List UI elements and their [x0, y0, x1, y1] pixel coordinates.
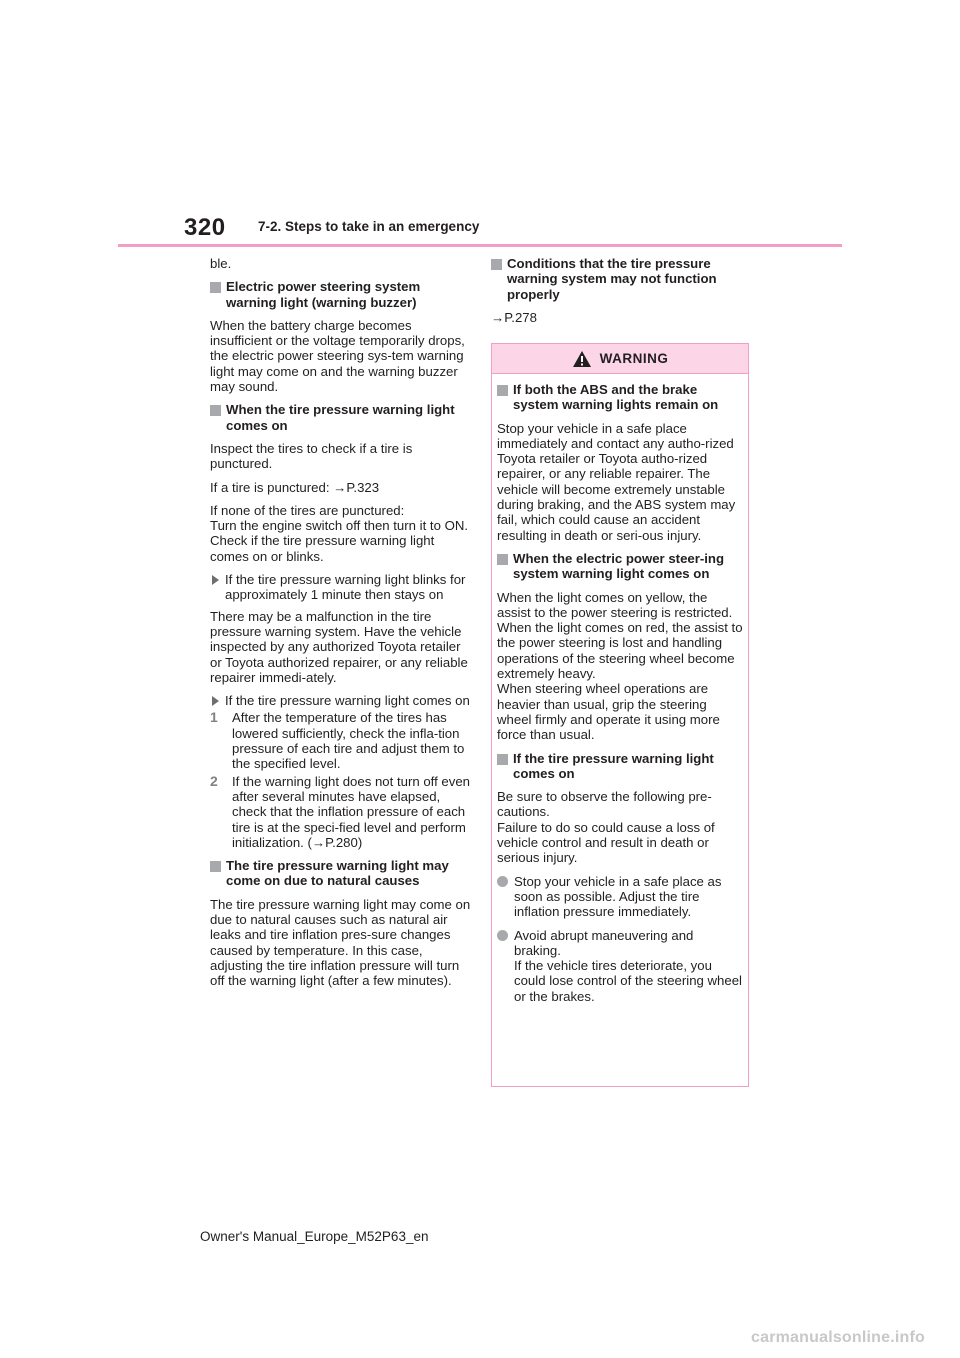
tpws-heading: When the tire pressure warning light comes on — [210, 402, 472, 433]
natural-heading: The tire pressure warning light may come on due to natural causes — [210, 858, 472, 889]
right-column — [491, 256, 753, 333]
step-number: 2 — [210, 772, 218, 789]
page-number: 320 — [184, 214, 226, 241]
step-number: 1 — [210, 709, 218, 726]
warning-tpws-heading: If the tire pressure warning light comes on — [497, 751, 743, 782]
warning-triangle-icon — [572, 350, 592, 368]
warning-box — [491, 343, 749, 1087]
watermark[interactable]: carmanualsonline.info — [751, 1329, 926, 1346]
arrow-right-icon — [212, 575, 219, 585]
warning-body — [492, 374, 748, 1004]
conditions-ref[interactable]: →P.278 — [491, 309, 537, 325]
warning-eps-text: When the light comes on yellow, the assist to the power steering is restricted. When the light comes on red, the assist to the power steering is lost and handling operations of the steering wheel become extremely heavy. When steering wheel operations are heavier than usual, grip the steering wheel firmly and operate it using more force than usual. — [497, 589, 743, 743]
left-column — [210, 256, 472, 996]
heading-square-icon — [491, 259, 502, 270]
on-item: If the tire pressure warning light comes on — [210, 693, 472, 708]
heading-square-icon — [210, 282, 221, 293]
abs-text: Stop your vehicle in a safe place immediately and contact any autho-rized Toyota retailer or Toyota autho-rized repairer, or any reliable repairer. The vehicle will become extremely unstable during braking, and the ABS system may fail, which could cause an accident resulting in death or seri-ous injury. — [497, 420, 736, 543]
heading-square-icon — [497, 385, 508, 396]
blink-item: If the tire pressure warning light blinks for approximately 1 minute then stays on — [210, 572, 472, 603]
heading-square-icon — [497, 554, 508, 565]
warning-tpws-text: Be sure to observe the following pre-cautions. Failure to do so could cause a loss of vehicle control and result in death or serious injury. — [497, 789, 715, 866]
arrow-right-icon — [212, 696, 219, 706]
continuation-text: ble. — [210, 256, 232, 271]
warning-label: WARNING — [599, 351, 669, 366]
tpws-text-1: Inspect the tires to check if a tire is punctured. — [210, 440, 413, 472]
warning-eps-heading: When the electric power steer-ing system warning light comes on — [497, 551, 743, 582]
bullet-dot-icon — [497, 930, 508, 941]
footer-manual-id: Owner's Manual_Europe_M52P63_en — [200, 1229, 429, 1244]
heading-square-icon — [497, 754, 508, 765]
warning-header — [492, 344, 748, 374]
warning-bullet-1: Stop your vehicle in a safe place as soon as possible. Adjust the tire inflation pressure immediately. — [497, 874, 743, 920]
natural-text: The tire pressure warning light may come on due to natural causes such as natural air leaks and tire inflation pres-sure changes caused by temperature. In this case, adjusting the tire inflation pressure will turn off the warning light (after a few minutes). — [210, 896, 471, 989]
warning-bullet-2: Avoid abrupt maneuvering and braking. If the vehicle tires deteriorate, you could lose control of the steering wheel or the brakes. — [497, 928, 743, 1004]
step-1: 1 After the temperature of the tires has lowered sufficiently, check the infla-tion pressure of each tire and adjust them to the specified level. — [210, 709, 465, 772]
eps-text: When the battery charge becomes insufficient or the voltage temporarily drops, the electric power steering sys-tem warning light may come on and the warning buzzer may sound. — [210, 317, 465, 395]
header-rule — [118, 244, 842, 247]
tpws-text-2: If a tire is punctured: →P.323 — [210, 479, 380, 495]
step-2: 2 If the warning light does not turn off even after several minutes have elapsed, check that the inflation pressure of each tire is at the speci-fied level and perform initialization. (→P.280) — [210, 772, 471, 850]
eps-heading: Electric power steering system warning light (warning buzzer) — [210, 279, 472, 310]
heading-square-icon — [210, 861, 221, 872]
abs-heading: If both the ABS and the brake system warning lights remain on — [497, 382, 743, 413]
heading-square-icon — [210, 405, 221, 416]
bullet-dot-icon — [497, 876, 508, 887]
blink-text: There may be a malfunction in the tire pressure warning system. Have the vehicle inspected by any authorized Toyota retailer or Toyota authorized repairer, or any reliable repairer immedi-ately. — [210, 608, 468, 685]
conditions-heading: Conditions that the tire pressure warning system may not function properly — [491, 256, 753, 302]
tpws-text-3-4: If none of the tires are punctured: Turn the engine switch off then turn it to ON. Check if the tire pressure warning light comes on or blinks. — [210, 502, 469, 564]
section-title: 7-2. Steps to take in an emergency — [258, 219, 480, 234]
